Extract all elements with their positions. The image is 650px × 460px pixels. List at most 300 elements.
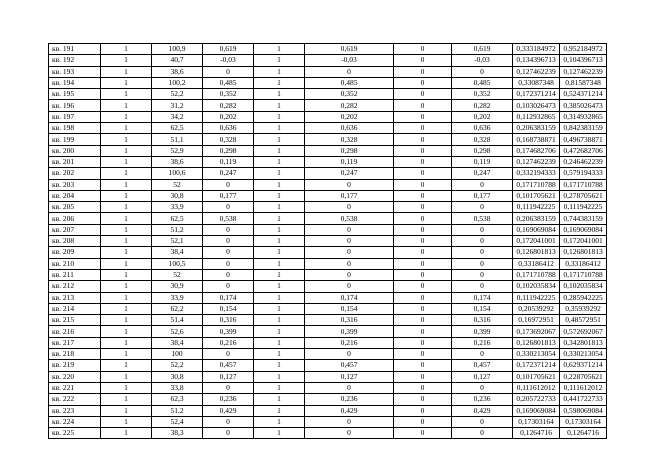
value-cell: 1: [254, 416, 305, 427]
value-cell: 0: [394, 123, 452, 134]
apartment-cell: кв. 210: [49, 258, 101, 269]
value-cell: 0: [203, 281, 254, 292]
value-cell: 0,352: [452, 89, 513, 100]
value-cell: 0,205722733: [513, 394, 560, 405]
value-cell: 0: [394, 134, 452, 145]
apartment-cell: кв. 211: [49, 269, 101, 280]
value-cell: 0: [452, 416, 513, 427]
value-cell: 1: [101, 55, 152, 66]
value-cell: 0,636: [305, 123, 394, 134]
table-row: [49, 89, 607, 100]
value-cell: 0: [452, 349, 513, 360]
value-cell: -0,03: [452, 55, 513, 66]
value-cell: 0,172371214: [513, 360, 560, 371]
value-cell: 1: [254, 349, 305, 360]
table-row: [49, 224, 607, 235]
value-cell: 38,6: [152, 66, 203, 77]
value-cell: 1: [101, 89, 152, 100]
value-cell: 0: [394, 394, 452, 405]
value-cell: 0,619: [203, 44, 254, 55]
value-cell: 0: [203, 382, 254, 393]
value-cell: 52,6: [152, 326, 203, 337]
table-row: [49, 134, 607, 145]
value-cell: 0,102035834: [560, 281, 607, 292]
value-cell: 0,744383159: [560, 213, 607, 224]
value-cell: 1: [101, 326, 152, 337]
value-cell: 0,154: [305, 303, 394, 314]
value-cell: 1: [101, 77, 152, 88]
value-cell: 0,154: [203, 303, 254, 314]
apartment-cell: кв. 193: [49, 66, 101, 77]
value-cell: 0,282: [203, 100, 254, 111]
value-cell: 0,127462239: [513, 66, 560, 77]
table-row: [49, 145, 607, 156]
value-cell: 51,4: [152, 315, 203, 326]
apartment-cell: кв. 222: [49, 394, 101, 405]
value-cell: 0,619: [452, 44, 513, 55]
table-row: [49, 292, 607, 303]
value-cell: 0,111942225: [513, 292, 560, 303]
value-cell: 0: [203, 247, 254, 258]
value-cell: 1: [254, 292, 305, 303]
value-cell: 1: [254, 303, 305, 314]
apartment-cell: кв. 205: [49, 202, 101, 213]
value-cell: 0,316: [305, 315, 394, 326]
apartment-cell: кв. 206: [49, 213, 101, 224]
value-cell: 100,9: [152, 44, 203, 55]
value-cell: 1: [254, 66, 305, 77]
table-row: [49, 44, 607, 55]
value-cell: 0,104396713: [560, 55, 607, 66]
value-cell: 0,385026473: [560, 100, 607, 111]
apartment-cell: кв. 197: [49, 111, 101, 122]
value-cell: 0,636: [203, 123, 254, 134]
value-cell: 0,441722733: [560, 394, 607, 405]
value-cell: 0,236: [203, 394, 254, 405]
value-cell: 1: [101, 236, 152, 247]
value-cell: 0: [394, 156, 452, 167]
value-cell: 1: [101, 382, 152, 393]
value-cell: 0,842383159: [560, 123, 607, 134]
value-cell: 1: [254, 202, 305, 213]
apartment-cell: кв. 208: [49, 236, 101, 247]
value-cell: 1: [101, 66, 152, 77]
table-row: [49, 168, 607, 179]
value-cell: 0,298: [305, 145, 394, 156]
value-cell: 1: [101, 202, 152, 213]
table-row: [49, 190, 607, 201]
table-row: [49, 100, 607, 111]
value-cell: 1: [254, 100, 305, 111]
table-row: [49, 66, 607, 77]
value-cell: 1: [254, 315, 305, 326]
value-cell: 51,2: [152, 224, 203, 235]
value-cell: 0,352: [203, 89, 254, 100]
value-cell: 0,35939292: [560, 303, 607, 314]
value-cell: 1: [254, 145, 305, 156]
value-cell: 0,127: [305, 371, 394, 382]
value-cell: 0,202: [203, 111, 254, 122]
value-cell: 0: [452, 236, 513, 247]
table-row: [49, 156, 607, 167]
value-cell: 0: [203, 224, 254, 235]
value-cell: 30,8: [152, 190, 203, 201]
value-cell: 0,81587348: [560, 77, 607, 88]
value-cell: 1: [101, 224, 152, 235]
value-cell: 0,177: [452, 190, 513, 201]
value-cell: 1: [101, 428, 152, 439]
value-cell: 0,174: [305, 292, 394, 303]
value-cell: 0: [394, 247, 452, 258]
value-cell: 1: [101, 179, 152, 190]
value-cell: 0,216: [203, 337, 254, 348]
value-cell: 0: [452, 428, 513, 439]
table-row: [49, 360, 607, 371]
value-cell: 0,399: [203, 326, 254, 337]
value-cell: 0,228705621: [560, 371, 607, 382]
value-cell: 52,9: [152, 145, 203, 156]
value-cell: 0,126801813: [513, 337, 560, 348]
value-cell: 0: [394, 371, 452, 382]
value-cell: 1: [101, 349, 152, 360]
value-cell: 0,20539292: [513, 303, 560, 314]
value-cell: 1: [254, 428, 305, 439]
value-cell: 0,126801813: [513, 247, 560, 258]
table-row: [49, 315, 607, 326]
value-cell: 0,154: [452, 303, 513, 314]
value-cell: 0,111612012: [560, 382, 607, 393]
value-cell: 0: [305, 179, 394, 190]
value-cell: 0: [305, 349, 394, 360]
value-cell: 0: [203, 66, 254, 77]
value-cell: 0: [394, 202, 452, 213]
value-cell: 1: [101, 190, 152, 201]
value-cell: 0,127: [452, 371, 513, 382]
apartment-cell: кв. 219: [49, 360, 101, 371]
value-cell: 0,457: [305, 360, 394, 371]
value-cell: 0,171710788: [560, 179, 607, 190]
value-cell: 0: [203, 202, 254, 213]
value-cell: 34,2: [152, 111, 203, 122]
value-cell: 0: [452, 179, 513, 190]
value-cell: 30,9: [152, 281, 203, 292]
value-cell: 0,127462239: [560, 66, 607, 77]
value-cell: 0,168738871: [513, 134, 560, 145]
value-cell: 0: [394, 213, 452, 224]
apartment-cell: кв. 220: [49, 371, 101, 382]
table-body: [49, 44, 607, 439]
value-cell: 0: [305, 258, 394, 269]
value-cell: 1: [254, 190, 305, 201]
value-cell: 1: [254, 213, 305, 224]
value-cell: 1: [101, 281, 152, 292]
value-cell: 1: [101, 405, 152, 416]
value-cell: 1: [101, 145, 152, 156]
value-cell: 0,177: [203, 190, 254, 201]
value-cell: 0: [394, 269, 452, 280]
table-row: [49, 428, 607, 439]
value-cell: 0: [394, 145, 452, 156]
value-cell: 0: [452, 281, 513, 292]
value-cell: 0,629371214: [560, 360, 607, 371]
apartment-cell: кв. 207: [49, 224, 101, 235]
value-cell: 0: [394, 326, 452, 337]
value-cell: 1: [101, 168, 152, 179]
value-cell: 0,298: [452, 145, 513, 156]
value-cell: 0: [394, 337, 452, 348]
value-cell: 38,4: [152, 337, 203, 348]
value-cell: 0,101705621: [513, 371, 560, 382]
value-cell: 0: [305, 416, 394, 427]
value-cell: 0,298: [203, 145, 254, 156]
value-cell: 0,328: [305, 134, 394, 145]
value-cell: 0,246462239: [560, 156, 607, 167]
value-cell: 0: [394, 258, 452, 269]
value-cell: 0,579194333: [560, 168, 607, 179]
apartment-cell: кв. 191: [49, 44, 101, 55]
value-cell: 0,485: [203, 77, 254, 88]
value-cell: 0,485: [305, 77, 394, 88]
value-cell: 52,1: [152, 236, 203, 247]
value-cell: 0,174: [203, 292, 254, 303]
value-cell: 0,127462239: [513, 156, 560, 167]
value-cell: 0,216: [305, 337, 394, 348]
value-cell: 38,4: [152, 247, 203, 258]
value-cell: 62,5: [152, 123, 203, 134]
value-cell: 100,6: [152, 168, 203, 179]
value-cell: 62,2: [152, 303, 203, 314]
value-cell: 0,328: [452, 134, 513, 145]
value-cell: 52: [152, 179, 203, 190]
value-cell: 0,330213054: [560, 349, 607, 360]
value-cell: 0: [305, 66, 394, 77]
value-cell: 0,172041001: [513, 236, 560, 247]
apartment-cell: кв. 198: [49, 123, 101, 134]
value-cell: 0,457: [452, 360, 513, 371]
value-cell: 1: [101, 371, 152, 382]
value-cell: 0,598069084: [560, 405, 607, 416]
apartment-cell: кв. 212: [49, 281, 101, 292]
value-cell: 0: [305, 382, 394, 393]
table-row: [49, 179, 607, 190]
apartment-cell: кв. 201: [49, 156, 101, 167]
value-cell: 1: [254, 247, 305, 258]
apartment-cell: кв. 194: [49, 77, 101, 88]
value-cell: 0: [452, 202, 513, 213]
value-cell: 0,314932865: [560, 111, 607, 122]
value-cell: 1: [254, 258, 305, 269]
value-cell: 1: [254, 337, 305, 348]
value-cell: 0: [394, 428, 452, 439]
value-cell: 0,101705621: [513, 190, 560, 201]
apartment-cell: кв. 217: [49, 337, 101, 348]
value-cell: 1: [254, 371, 305, 382]
value-cell: 0: [203, 236, 254, 247]
value-cell: -0,03: [305, 55, 394, 66]
value-cell: 33,9: [152, 202, 203, 213]
value-cell: 0: [452, 66, 513, 77]
value-cell: 0,316: [203, 315, 254, 326]
value-cell: 0,1264716: [513, 428, 560, 439]
value-cell: 0,206383159: [513, 213, 560, 224]
value-cell: 0,352: [305, 89, 394, 100]
value-cell: 0: [305, 428, 394, 439]
value-cell: 1: [254, 111, 305, 122]
value-cell: 0: [394, 168, 452, 179]
value-cell: 1: [101, 269, 152, 280]
value-cell: 1: [254, 224, 305, 235]
value-cell: 0,134396713: [513, 55, 560, 66]
value-cell: 0: [394, 292, 452, 303]
value-cell: 0,112932865: [513, 111, 560, 122]
value-cell: 0: [394, 236, 452, 247]
table-row: [49, 55, 607, 66]
value-cell: 1: [101, 247, 152, 258]
value-cell: 1: [254, 360, 305, 371]
value-cell: 0: [203, 428, 254, 439]
value-cell: 0,48572951: [560, 315, 607, 326]
value-cell: 0,472682706: [560, 145, 607, 156]
value-cell: 0: [394, 100, 452, 111]
value-cell: 0,332194333: [513, 168, 560, 179]
value-cell: 33,9: [152, 292, 203, 303]
value-cell: 0,169069084: [513, 405, 560, 416]
value-cell: 0,278705621: [560, 190, 607, 201]
value-cell: 0,282: [452, 100, 513, 111]
table-row: [49, 394, 607, 405]
value-cell: 0: [203, 258, 254, 269]
value-cell: 52,4: [152, 416, 203, 427]
value-cell: 0,111942225: [513, 202, 560, 213]
value-cell: 0,619: [305, 44, 394, 55]
table-row: [49, 247, 607, 258]
value-cell: 33,8: [152, 382, 203, 393]
table-row: [49, 326, 607, 337]
apartment-cell: кв. 192: [49, 55, 101, 66]
value-cell: 1: [254, 156, 305, 167]
value-cell: 31,2: [152, 100, 203, 111]
value-cell: 0: [452, 258, 513, 269]
value-cell: 1: [254, 405, 305, 416]
value-cell: 52,2: [152, 360, 203, 371]
value-cell: 0,177: [305, 190, 394, 201]
value-cell: 0,457: [203, 360, 254, 371]
value-cell: 0,33186412: [513, 258, 560, 269]
value-cell: 1: [101, 134, 152, 145]
value-cell: 0,171710788: [513, 179, 560, 190]
value-cell: 0: [305, 269, 394, 280]
table-row: [49, 405, 607, 416]
value-cell: 0,333184972: [513, 44, 560, 55]
value-cell: 0: [394, 111, 452, 122]
value-cell: 40,7: [152, 55, 203, 66]
value-cell: 0,538: [452, 213, 513, 224]
value-cell: 1: [101, 123, 152, 134]
value-cell: 0: [305, 247, 394, 258]
value-cell: 1: [254, 281, 305, 292]
value-cell: 1: [101, 100, 152, 111]
value-cell: 0: [452, 269, 513, 280]
value-cell: 52: [152, 269, 203, 280]
value-cell: 0,285942225: [560, 292, 607, 303]
value-cell: 0: [394, 303, 452, 314]
value-cell: 0: [394, 179, 452, 190]
apartment-cell: кв. 209: [49, 247, 101, 258]
apartment-cell: кв. 224: [49, 416, 101, 427]
value-cell: 0,247: [452, 168, 513, 179]
value-cell: 52,2: [152, 89, 203, 100]
value-cell: 0: [394, 416, 452, 427]
value-cell: 0,173692067: [513, 326, 560, 337]
value-cell: 0,342801813: [560, 337, 607, 348]
value-cell: 0,126801813: [560, 247, 607, 258]
apartment-cell: кв. 204: [49, 190, 101, 201]
value-cell: 0,103026473: [513, 100, 560, 111]
value-cell: 0,216: [452, 337, 513, 348]
value-cell: 38,6: [152, 156, 203, 167]
value-cell: 0: [394, 224, 452, 235]
value-cell: 0,399: [452, 326, 513, 337]
table-row: [49, 371, 607, 382]
table-row: [49, 337, 607, 348]
value-cell: 30,8: [152, 371, 203, 382]
value-cell: 0,171710788: [560, 269, 607, 280]
value-cell: 0: [394, 89, 452, 100]
value-cell: 0: [394, 382, 452, 393]
apartment-cell: кв. 225: [49, 428, 101, 439]
value-cell: -0,03: [203, 55, 254, 66]
value-cell: 1: [254, 394, 305, 405]
value-cell: 0,17303164: [560, 416, 607, 427]
value-cell: 0,119: [305, 156, 394, 167]
value-cell: 1: [101, 292, 152, 303]
value-cell: 0,524371214: [560, 89, 607, 100]
value-cell: 0,316: [452, 315, 513, 326]
value-cell: 0: [452, 247, 513, 258]
value-cell: 0,952184972: [560, 44, 607, 55]
apartment-cell: кв. 214: [49, 303, 101, 314]
value-cell: 0,172041001: [560, 236, 607, 247]
value-cell: 0,206383159: [513, 123, 560, 134]
value-cell: 0: [203, 179, 254, 190]
value-cell: 0,429: [305, 405, 394, 416]
value-cell: 0: [394, 349, 452, 360]
value-cell: 0: [203, 269, 254, 280]
value-cell: 0,247: [203, 168, 254, 179]
table-row: [49, 258, 607, 269]
value-cell: 0: [394, 44, 452, 55]
value-cell: 1: [101, 258, 152, 269]
value-cell: 1: [101, 213, 152, 224]
value-cell: 1: [101, 44, 152, 55]
value-cell: 100,2: [152, 77, 203, 88]
value-cell: 0,174682706: [513, 145, 560, 156]
value-cell: 1: [101, 303, 152, 314]
value-cell: 1: [254, 123, 305, 134]
value-cell: 1: [254, 168, 305, 179]
value-cell: 0: [203, 416, 254, 427]
value-cell: 0: [305, 202, 394, 213]
value-cell: 51,2: [152, 405, 203, 416]
apartment-cell: кв. 195: [49, 89, 101, 100]
table-row: [49, 111, 607, 122]
value-cell: 0,496738871: [560, 134, 607, 145]
value-cell: 100: [152, 349, 203, 360]
value-cell: 0,102035834: [513, 281, 560, 292]
value-cell: 0: [394, 405, 452, 416]
apartment-cell: кв. 200: [49, 145, 101, 156]
value-cell: 62,5: [152, 213, 203, 224]
